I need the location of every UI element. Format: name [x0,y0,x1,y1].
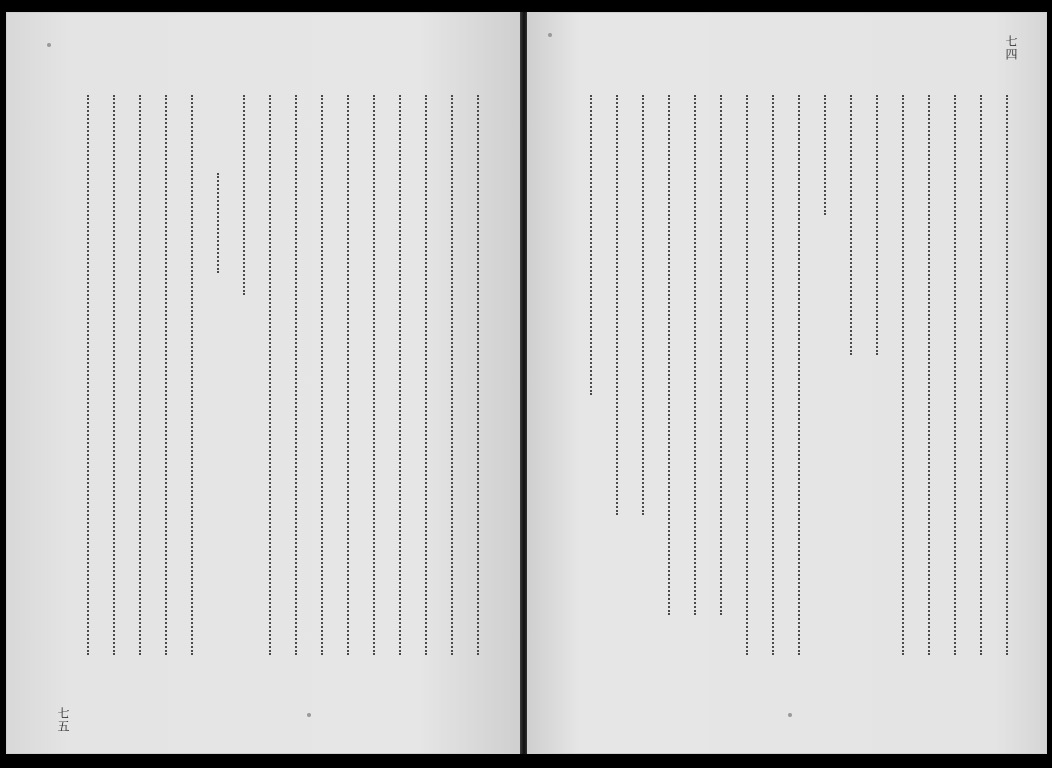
text-line [139,95,143,655]
text-line [798,95,802,655]
text-line [373,95,377,655]
text-line [694,95,698,615]
right-page [527,12,1047,754]
text-line [451,95,455,655]
text-line [876,95,880,355]
left-page-number: 七五 [56,707,70,733]
text-line [746,95,750,655]
text-line [477,95,481,655]
text-line [295,95,299,655]
text-line [165,95,169,655]
text-line [928,95,932,655]
text-line [399,95,403,655]
text-line [668,95,672,615]
text-line [243,95,247,295]
text-line [321,95,325,655]
text-line [902,95,906,655]
text-line [1006,95,1010,655]
text-line [347,95,351,655]
text-line [720,95,724,615]
text-line [217,173,221,273]
text-line [616,95,620,515]
text-line [87,95,91,655]
right-page-number: 七四 [1004,35,1018,61]
text-line [191,95,195,655]
scan-speck [788,713,792,717]
text-line [590,95,594,395]
scan-speck [47,43,51,47]
text-line [850,95,854,355]
text-line [642,95,646,515]
left-page [6,12,521,754]
text-line [269,95,273,655]
text-line [425,95,429,655]
text-line [980,95,984,655]
scan-speck [307,713,311,717]
scan-speck [548,33,552,37]
text-line [954,95,958,655]
text-line [113,95,117,655]
text-line [824,95,828,215]
text-line [772,95,776,655]
